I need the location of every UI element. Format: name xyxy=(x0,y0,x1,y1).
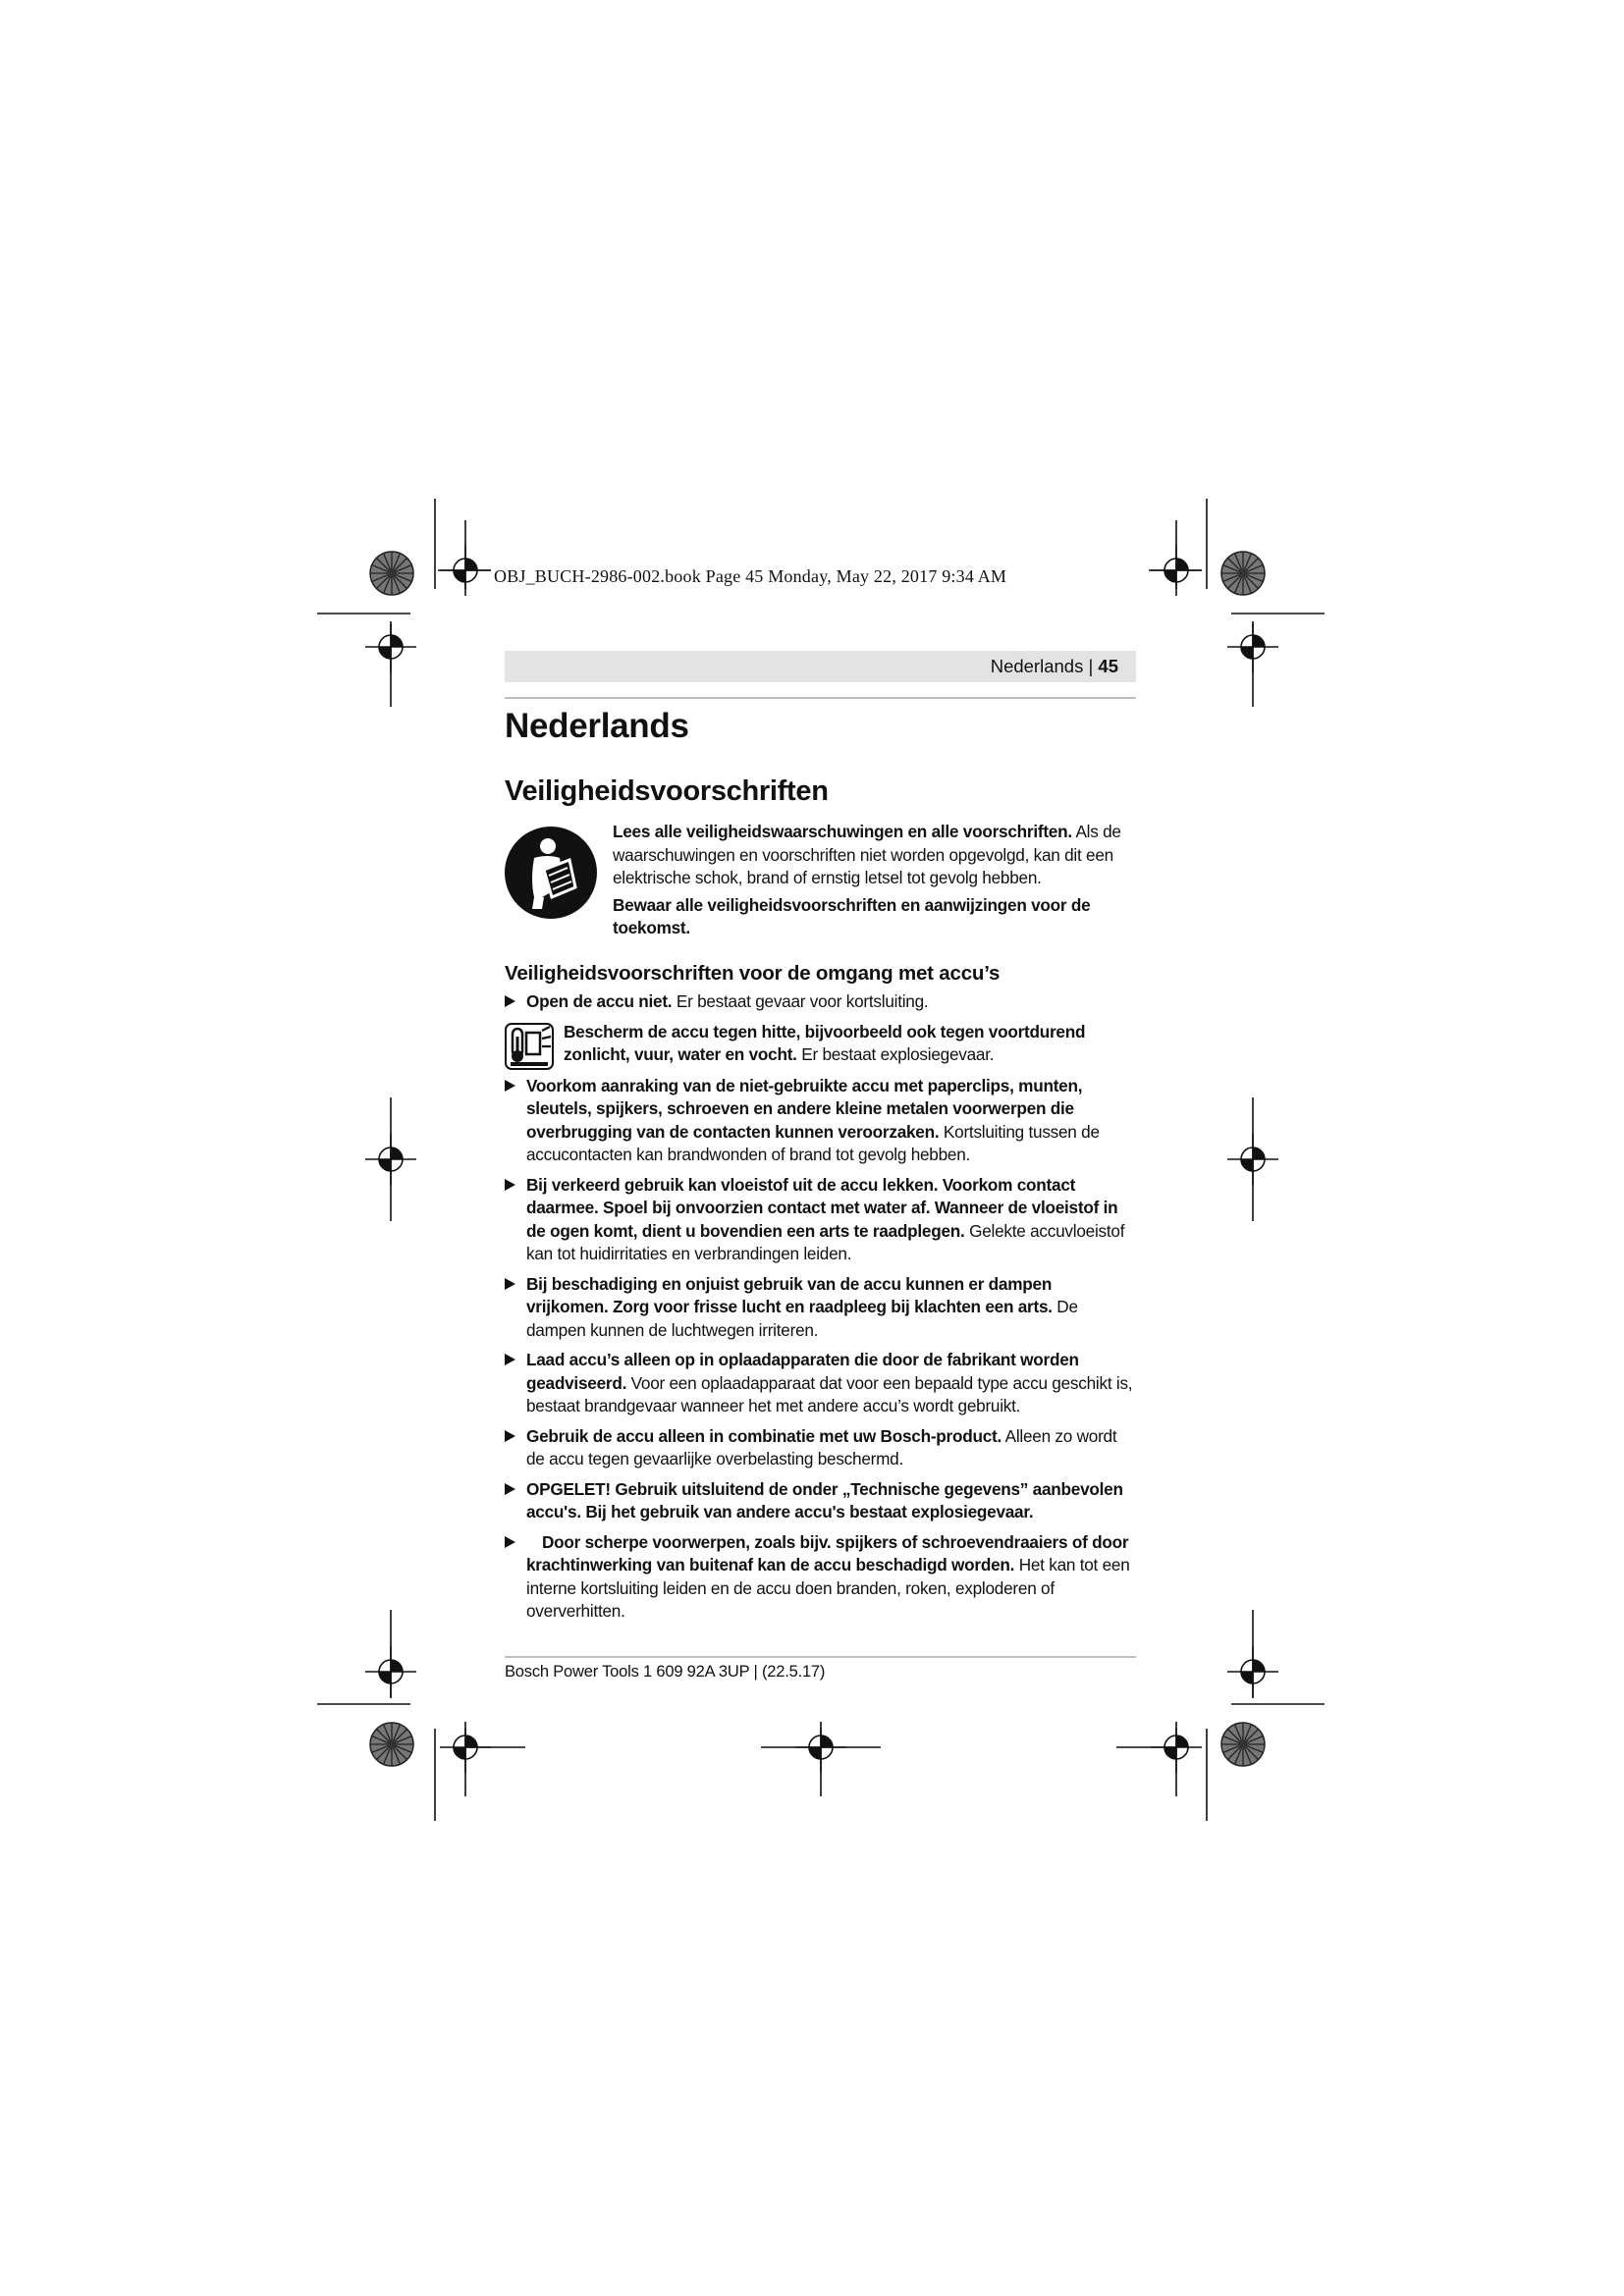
bullet-triangle-icon xyxy=(505,1354,515,1365)
bullet-triangle-icon xyxy=(505,1278,515,1290)
page-number: 45 xyxy=(1098,656,1118,676)
document-page xyxy=(505,651,1136,1630)
bullet-triangle-icon xyxy=(505,1430,515,1442)
intro-paragraph-1: Lees alle veiligheidswaarschuwingen en alle voorschriften. Als de waarschuwingen en voorschriften niet worden opgevolgd, kan dit een elektrische schok, brand of ernstig letsel tot gevolg hebben. xyxy=(613,822,1121,887)
page-footer: Bosch Power Tools 1 609 92A 3UP | (22.5.17) xyxy=(505,1663,826,1681)
intro-block xyxy=(505,821,1136,940)
subsection-title: Veiligheidsvoorschriften voor de omgang met accu’s xyxy=(505,962,1001,985)
heat-warning-icon xyxy=(505,1023,554,1070)
running-head xyxy=(505,651,1136,682)
safety-list xyxy=(505,990,1136,1624)
bullet-triangle-icon xyxy=(505,1080,515,1092)
list-item: Bescherm de accu tegen hitte, bijvoorbeeld ook tegen voortdurend zonlicht, vuur, water en vocht. Er bestaat explosiegevaar. xyxy=(505,1021,1136,1068)
list-item: Voorkom aanraking van de niet-gebruikte accu met paperclips, munten, sleutels, spijkers, schroeven en andere kleine metalen voorwerpen die overbrugging van de contacten kunnen veroorzaken. Kortsluiting tussen de accucontacten kan brandwonden of brand tot gevolg hebben. xyxy=(505,1075,1136,1167)
bullet-triangle-icon xyxy=(505,995,515,1007)
page-title: Nederlands xyxy=(505,707,689,745)
list-item: Open de accu niet. Er bestaat gevaar voor kortsluiting. xyxy=(505,990,1136,1014)
bullet-triangle-icon xyxy=(505,1536,515,1548)
list-item: Bij verkeerd gebruik kan vloeistof uit de accu lekken. Voorkom contact daarmee. Spoel bij onvoorzien contact met water af. Wanneer de vloeistof in de ogen komt, dient u bovendien een arts te raadplegen. Gelekte accuvloeistof kan tot huidirritaties en verbrandingen leiden. xyxy=(505,1174,1136,1266)
intro-paragraph-2: Bewaar alle veiligheidsvoorschriften en aanwijzingen voor de toekomst. xyxy=(613,894,1091,937)
running-head-language: Nederlands xyxy=(990,656,1084,676)
list-item: Gebruik de accu alleen in combinatie met uw Bosch-product. Alleen zo wordt de accu tegen gevaarlijke overbelasting beschermd. xyxy=(505,1425,1136,1471)
footer-rule xyxy=(505,1656,1136,1658)
bullet-triangle-icon xyxy=(505,1179,515,1191)
read-manual-icon xyxy=(505,827,597,919)
section-title: Veiligheidsvoorschriften xyxy=(505,775,829,807)
header-rule xyxy=(505,697,1136,699)
print-slug: OBJ_BUCH-2986-002.book Page 45 Monday, May 22, 2017 9:34 AM xyxy=(494,566,1007,586)
list-item: Door scherpe voorwerpen, zoals bijv. spijkers of schroevendraaiers of door krachtinwerking van buitenaf kan de accu beschadigd worden. Het kan tot een interne kortsluiting leiden en de accu doen branden, roken, exploderen of oververhitten. xyxy=(505,1531,1136,1624)
list-item: OPGELET! Gebruik uitsluitend de onder „Technische gegevens” aanbevolen accu's. Bij het gebruik van andere accu's bestaat explosiegevaar. xyxy=(505,1478,1136,1524)
running-head-separator: | xyxy=(1083,656,1099,676)
bullet-triangle-icon xyxy=(505,1483,515,1495)
list-item: Laad accu’s alleen op in oplaadapparaten die door de fabrikant worden geadviseerd. Voor een oplaadapparaat dat voor een bepaald type accu geschikt is, bestaat brandgevaar wanneer het met andere accu’s wordt gebruikt. xyxy=(505,1349,1136,1418)
list-item: Bij beschadiging en onjuist gebruik van de accu kunnen er dampen vrijkomen. Zorg voor frisse lucht en raadpleeg bij klachten een arts. De dampen kunnen de luchtwegen irriteren. xyxy=(505,1273,1136,1343)
